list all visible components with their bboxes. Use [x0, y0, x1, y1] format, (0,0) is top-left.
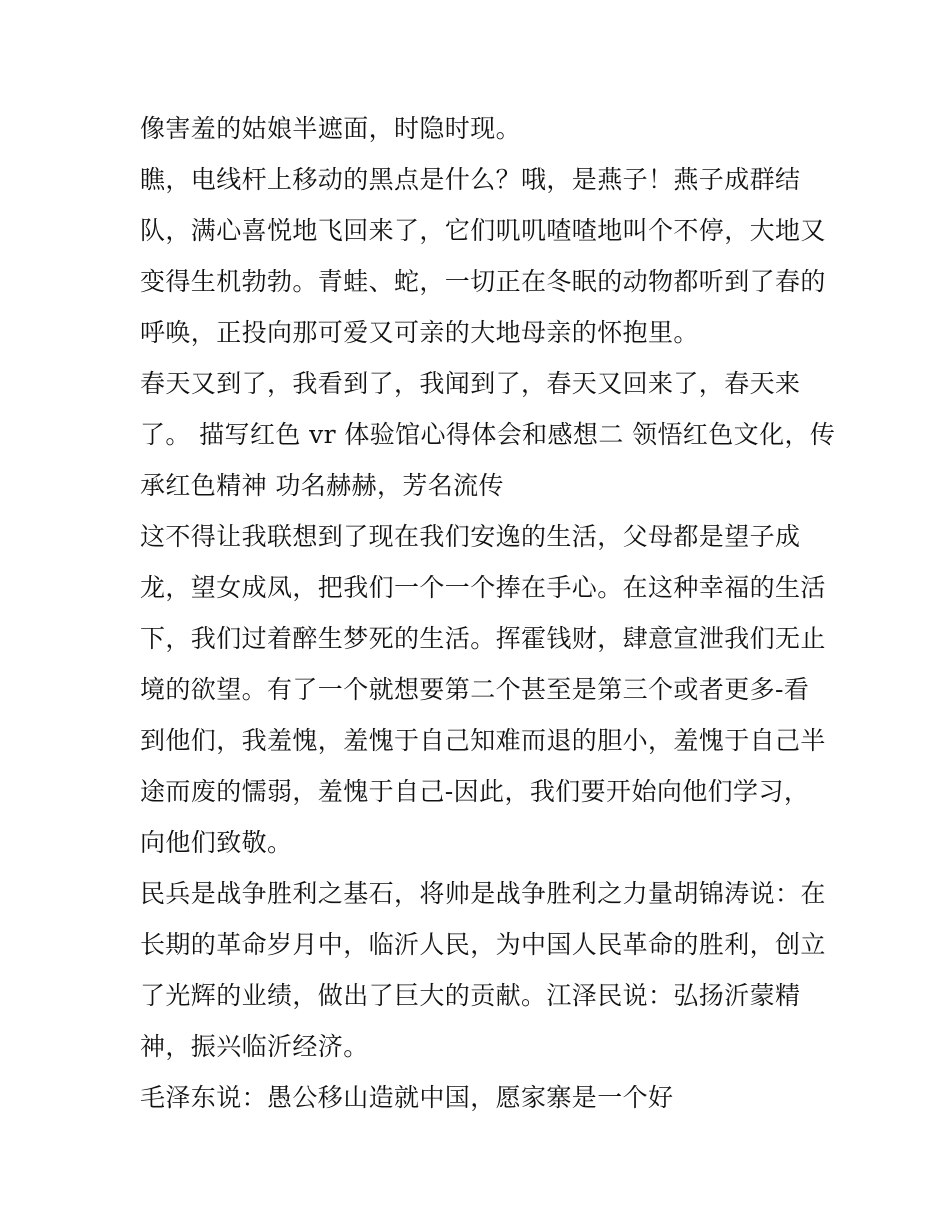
- text-line: 像害羞的姑娘半遮面，时隐时现。: [140, 114, 522, 143]
- text-line: 境的欲望。有了一个就想要第二个甚至是第三个或者更多-看: [140, 675, 810, 704]
- text-line: 向他们致敬。: [140, 828, 293, 857]
- text-line: 民兵是战争胜利之基石，将帅是战争胜利之力量胡锦涛说：在: [140, 879, 826, 908]
- text-line: 了光辉的业绩，做出了巨大的贡献。江泽民说：弘扬沂蒙精: [140, 981, 801, 1010]
- text-line: 呼唤，正投向那可爱又可亲的大地母亲的怀抱里。: [140, 318, 699, 347]
- text-line: 下，我们过着醉生梦死的生活。挥霍钱财，肆意宣泄我们无止: [140, 624, 826, 653]
- text-line: 承红色精神 功名赫赫，芳名流传: [140, 471, 504, 500]
- text-line: 瞧，电线杆上移动的黑点是什么？哦，是燕子！燕子成群结: [140, 165, 801, 194]
- text-line: 这不得让我联想到了现在我们安逸的生活，父母都是望子成: [140, 522, 801, 551]
- text-line: 春天又到了，我看到了，我闻到了，春天又回来了，春天来: [140, 369, 801, 398]
- text-line: 途而废的懦弱，羞愧于自己-因此，我们要开始向他们学习，: [140, 777, 810, 806]
- text-line: 了。 描写红色 vr 体验馆心得体会和感想二 领悟红色文化，传: [140, 420, 836, 449]
- text-line: 神，振兴临沂经济。: [140, 1032, 369, 1061]
- text-line: 到他们，我羞愧，羞愧于自己知难而退的胆小，羞愧于自己半: [140, 726, 826, 755]
- text-line: 队，满心喜悦地飞回来了，它们叽叽喳喳地叫个不停，大地又: [140, 216, 826, 245]
- text-line: 毛泽东说：愚公移山造就中国，愿家寨是一个好: [140, 1083, 674, 1112]
- text-line: 长期的革命岁月中，临沂人民，为中国人民革命的胜利，创立: [140, 930, 826, 959]
- text-line: 变得生机勃勃。青蛙、蛇，一切正在冬眠的动物都听到了春的: [140, 267, 826, 296]
- text-line: 龙，望女成凤，把我们一个一个捧在手心。在这种幸福的生活: [140, 573, 826, 602]
